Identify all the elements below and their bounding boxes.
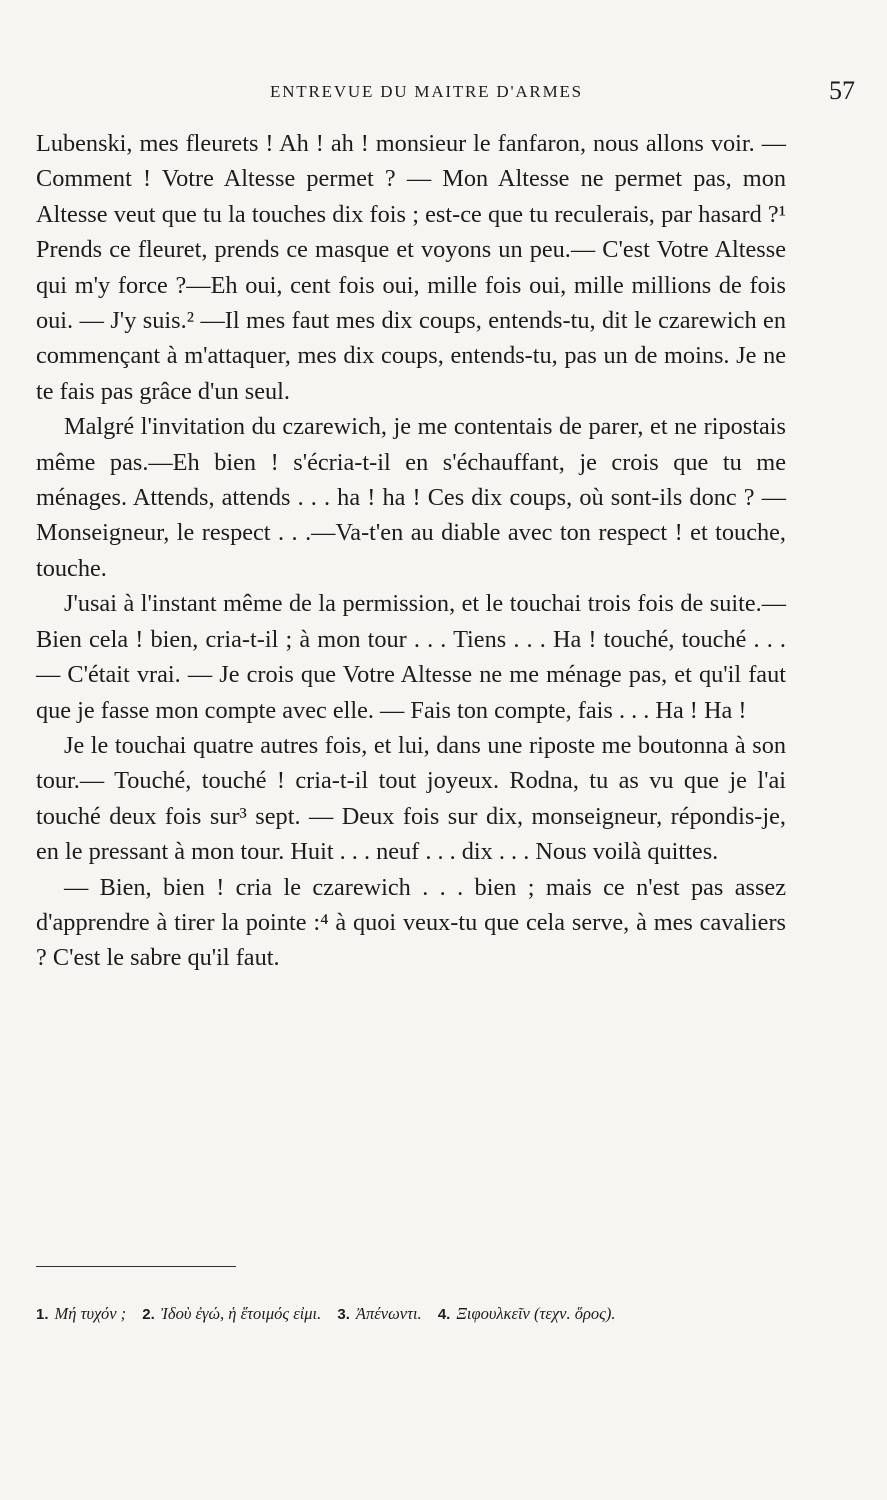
footnote-2-text: Ἰδοὺ ἐγώ, ἡ ἕτοιμός εἰμι. <box>160 1304 322 1323</box>
running-title: ENTREVUE DU MAITRE D'ARMES <box>270 82 583 101</box>
footnote-divider <box>36 1266 236 1267</box>
paragraph-3: J'usai à l'instant même de la permission, et le touchai trois fois de suite.—Bien cela ! bien, cria-t-il ; à mon tour . . . Tiens . . . Ha ! touché, touché . . . — C'était vrai. — Je crois que Votre Altesse ne me ménage pas, et qu'il faut que je fasse mon compte avec elle. — Fais ton compte, fais . . . Ha ! Ha ! <box>36 590 786 724</box>
page-number: 57 <box>829 76 855 105</box>
footnote-2 <box>142 1304 321 1323</box>
footnote-2-number: 2. <box>142 1306 155 1323</box>
paragraph-5: — Bien, bien ! cria le czarewich . . . bien ; mais ce n'est pas assez d'apprendre à tirer la pointe :⁴ à quoi veux-tu que cela serve, à mes cavaliers ? C'est le sabre qu'il faut. <box>36 873 786 972</box>
body-text <box>36 126 786 976</box>
footnote-3 <box>337 1304 421 1323</box>
footnote-3-text: Ἀπένωντι. <box>355 1304 422 1323</box>
footnote-1-text: Μή τυχόν ; <box>54 1304 127 1323</box>
footnotes <box>36 1304 796 1324</box>
paragraph-2: Malgré l'invitation du czarewich, je me contentais de parer, et ne ripostais même pas.—Eh bien ! s'écria-t-il en s'échauffant, je crois que tu me ménages. Attends, attends . . . ha ! ha ! Ces dix coups, où sont-ils donc ? — Monseigneur, le respect . . .—Va-t'en au diable avec ton respect ! et touche, touche. <box>36 413 786 582</box>
footnote-1 <box>36 1304 126 1323</box>
footnote-1-number: 1. <box>36 1306 49 1323</box>
page-header <box>36 72 855 112</box>
footnote-4-text: Ξιφουλκεῖν (τεχν. ὅρος). <box>456 1304 616 1323</box>
footnote-4-number: 4. <box>437 1306 451 1323</box>
paragraph-4: Je le touchai quatre autres fois, et lui, dans une riposte me boutonna à son tour.— Touché, touché ! cria-t-il tout joyeux. Rodna, tu as vu que je l'ai touché deux fois sur³ sept. — Deux fois sur dix, monseigneur, répondis-je, en le pressant à mon tour. Huit . . . neuf . . . dix . . . Nous voilà quittes. <box>36 731 786 866</box>
footnote-3-number: 3. <box>337 1306 350 1323</box>
paragraph-1: Lubenski, mes fleurets ! Ah ! ah ! monsieur le fanfaron, nous allons voir. — Comment ! Votre Altesse permet ? — Mon Altesse ne permet pas, mon Altesse veut que tu la touches dix fois ; est-ce que tu reculerais, par hasard ?¹ Prends ce fleuret, prends ce masque et voyons un peu.— C'est Votre Altesse qui m'y force ?—Eh oui, cent fois oui, mille fois oui, mille millions de fois oui. — J'y suis.² —Il mes faut mes dix coups, entends-tu, dit le czarewich en commençant à m'attaquer, mes dix coups, entends-tu, pas un de moins. Je ne te fais pas grâce d'un seul. <box>36 130 786 405</box>
footnote-4 <box>438 1304 616 1323</box>
